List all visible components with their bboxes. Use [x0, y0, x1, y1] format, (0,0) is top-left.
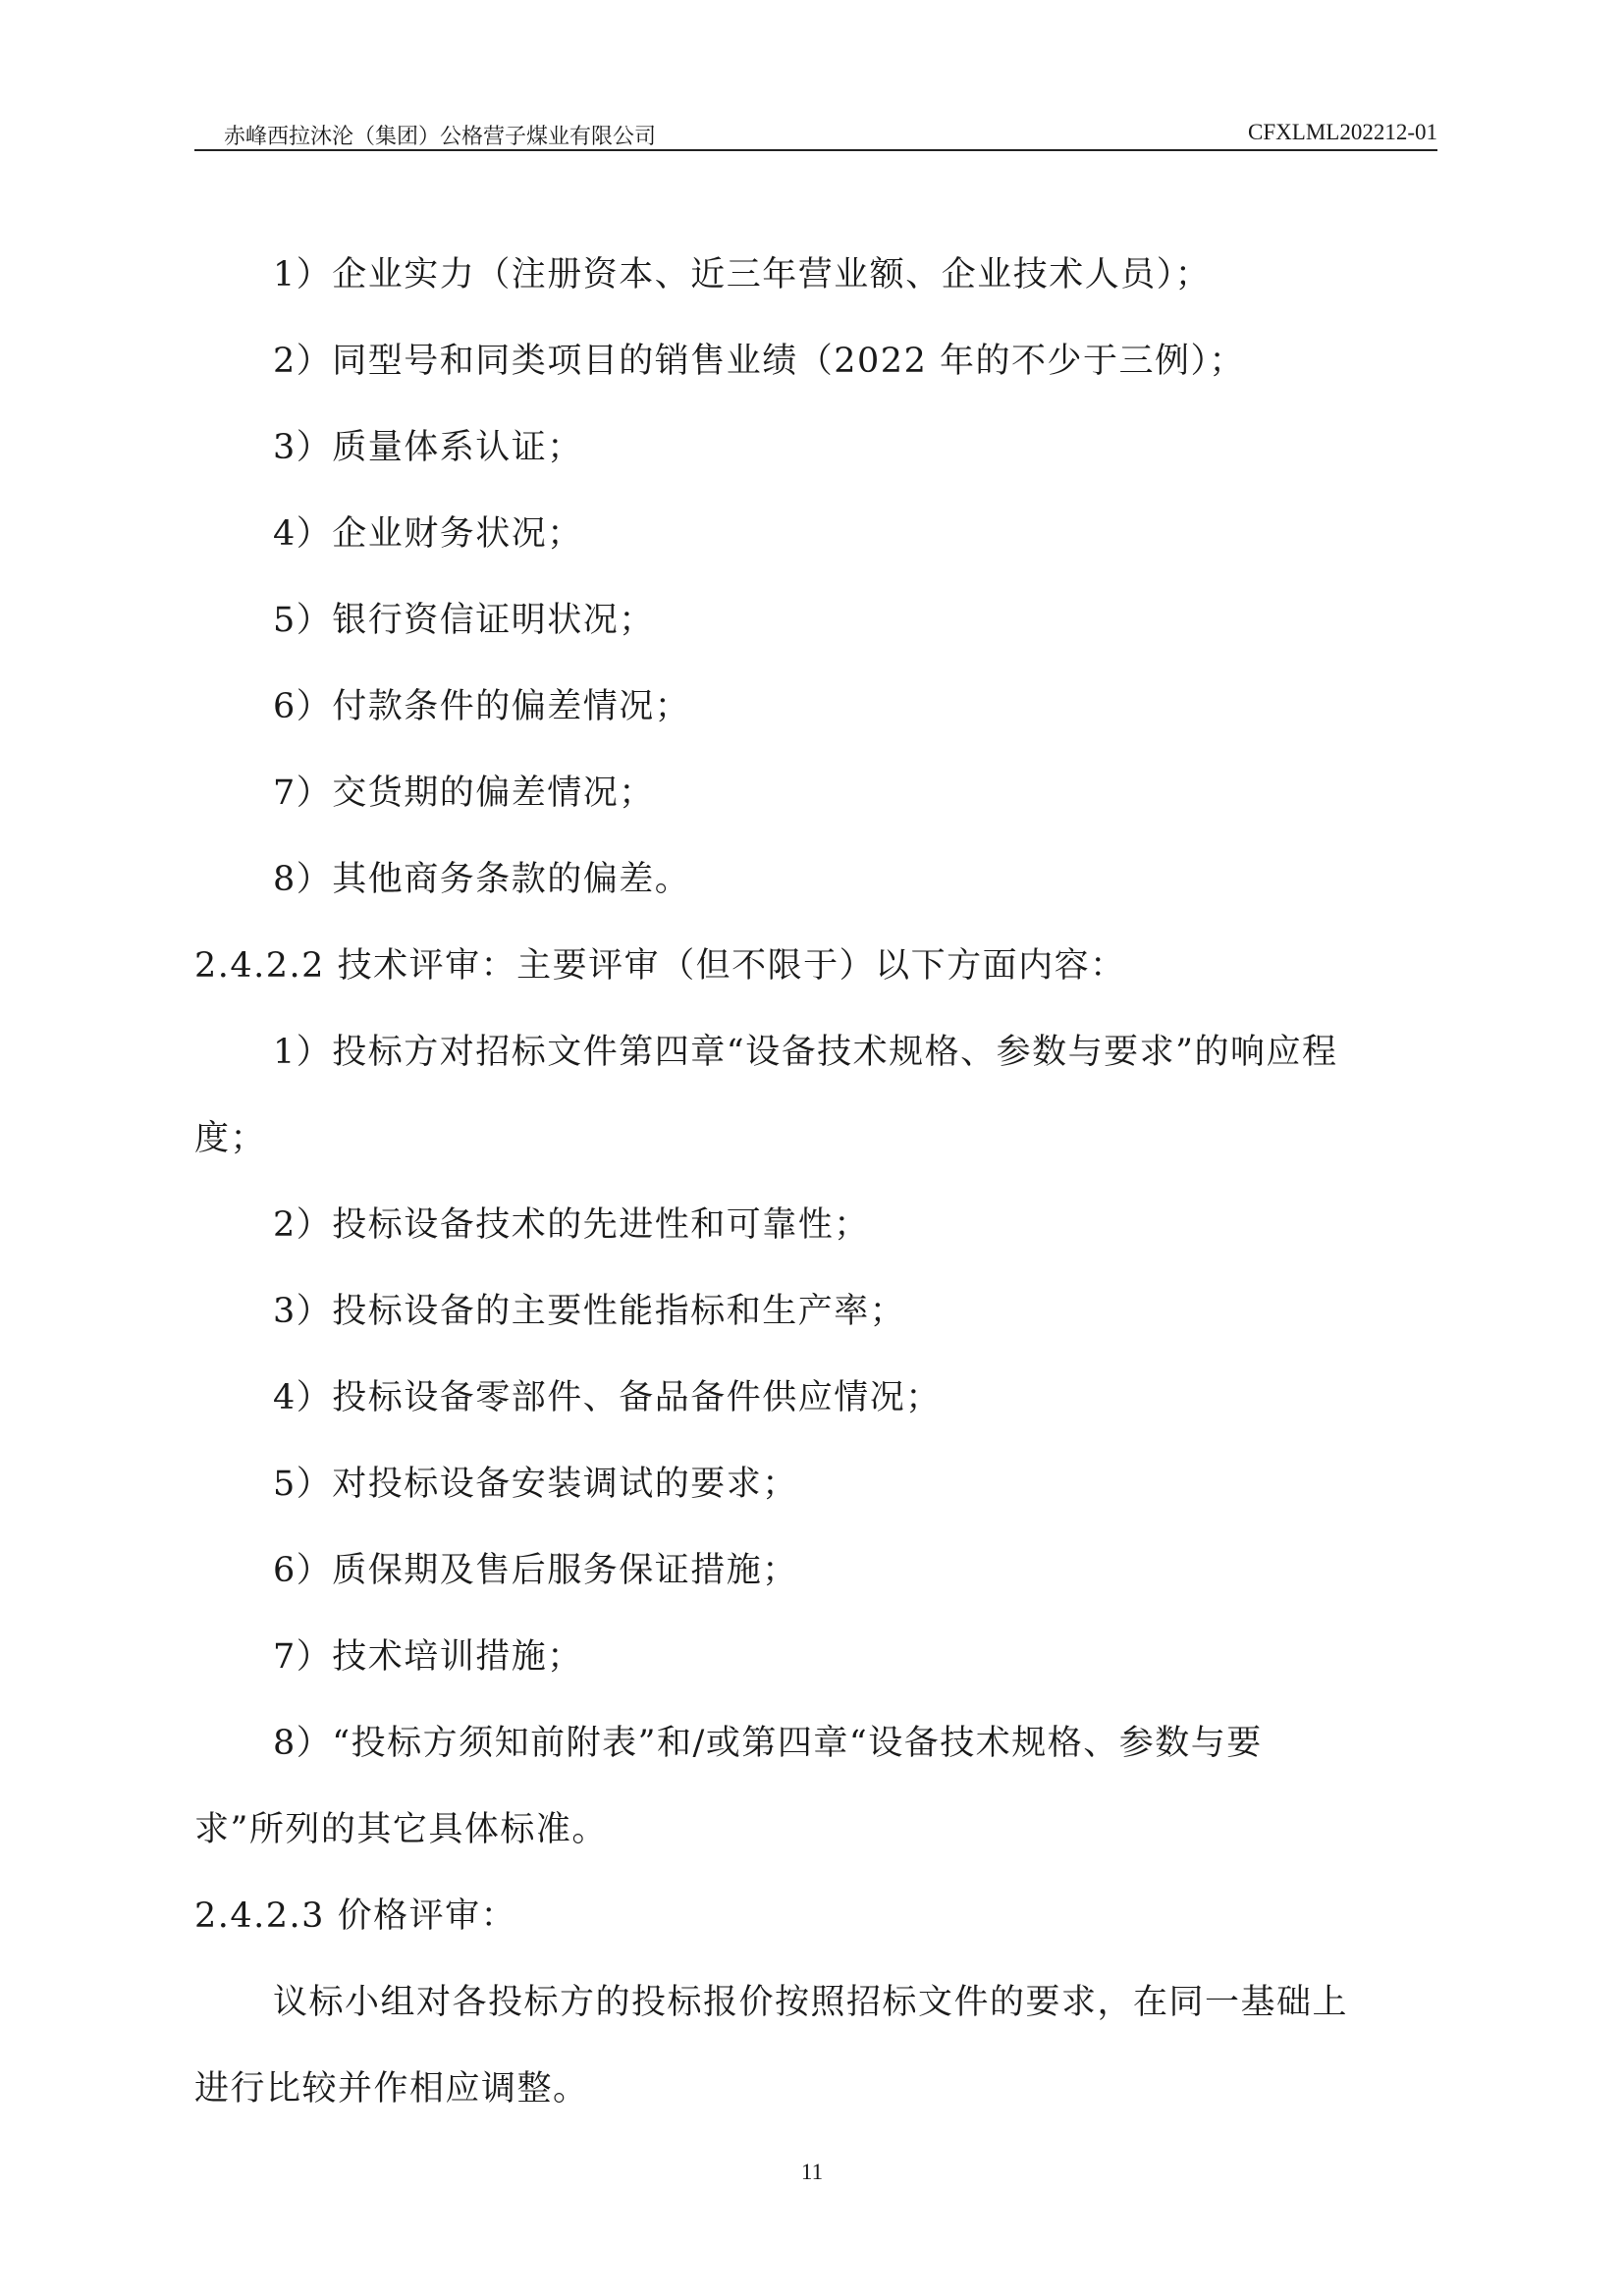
price-review-paragraph-line1: 议标小组对各投标方的投标报价按照招标文件的要求，在同一基础上: [273, 1983, 1349, 2022]
commercial-item-5: 5）银行资信证明状况；: [273, 601, 655, 640]
header-company-name: 赤峰西拉沐沦（集团）公格营子煤业有限公司: [224, 125, 657, 149]
commercial-item-4: 4）企业财务状况；: [273, 514, 583, 554]
technical-item-1-line2: 度；: [194, 1119, 267, 1158]
commercial-item-7: 7）交货期的偏差情况；: [273, 774, 655, 813]
section-2423-heading: 2.4.2.3 价格评审：: [194, 1896, 517, 1936]
section-2422-heading: 2.4.2.2 技术评审：主要评审（但不限于）以下方面内容：: [194, 946, 1126, 986]
technical-item-8-line1: 8）“投标方须知前附表”和/或第四章“设备技术规格、参数与要: [273, 1724, 1263, 1763]
technical-item-1-line1: 1）投标方对招标文件第四章“设备技术规格、参数与要求”的响应程: [273, 1033, 1338, 1072]
commercial-item-6: 6）付款条件的偏差情况；: [273, 687, 691, 726]
technical-item-7: 7）技术培训措施；: [273, 1637, 583, 1677]
technical-item-6: 6）质保期及售后服务保证措施；: [273, 1551, 798, 1590]
technical-item-3: 3）投标设备的主要性能指标和生产率；: [273, 1292, 906, 1331]
commercial-item-2: 2）同型号和同类项目的销售业绩（2022 年的不少于三例）；: [273, 342, 1245, 381]
commercial-item-3: 3）质量体系认证；: [273, 428, 583, 467]
commercial-item-1: 1）企业实力（注册资本、近三年营业额、企业技术人员）；: [273, 255, 1212, 294]
commercial-item-8: 8）其他商务条款的偏差。: [273, 860, 691, 899]
technical-item-5: 5）对投标设备安装调试的要求；: [273, 1465, 798, 1504]
technical-item-4: 4）投标设备零部件、备品备件供应情况；: [273, 1378, 942, 1417]
price-review-paragraph-line2: 进行比较并作相应调整。: [194, 2069, 589, 2109]
header-divider: [194, 149, 1437, 151]
technical-item-2: 2）投标设备技术的先进性和可靠性；: [273, 1205, 870, 1245]
technical-item-8-line2: 求”所列的其它具体标准。: [194, 1810, 608, 1849]
page-number: 11: [800, 2160, 824, 2184]
header-document-code: CFXLML202212-01: [1248, 120, 1437, 144]
